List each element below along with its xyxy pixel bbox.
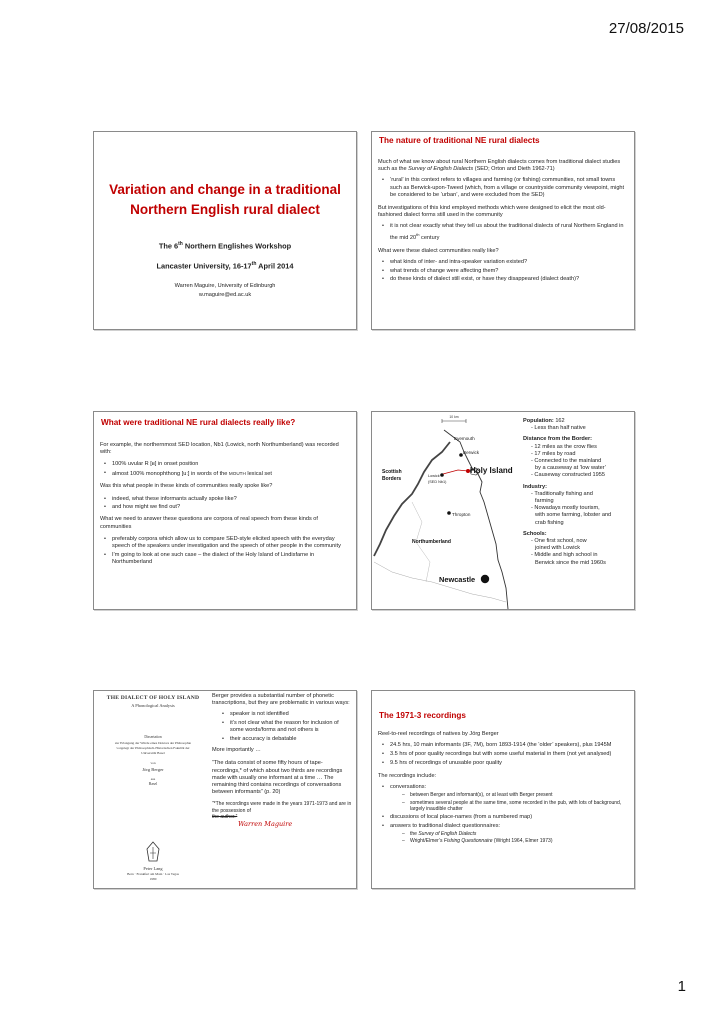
publisher-logo-icon <box>145 841 161 863</box>
slide-title <box>93 131 357 330</box>
slide-body <box>212 693 352 828</box>
list-item: - One first school, now <box>531 538 587 545</box>
footnote: “*The recordings were made in the years 1971-1973 and are in the possession of <box>212 801 352 814</box>
list-item: • speaker is not identified <box>230 711 352 718</box>
region-map <box>372 412 522 609</box>
town-dot-thropton <box>447 511 451 515</box>
bullet-list <box>100 536 348 566</box>
list-item: • it’s not clear what the reason for inclusion of some words/forms and not others is <box>230 720 352 734</box>
author-email[interactable]: w.maguire@ed.ac.uk <box>198 292 252 298</box>
cover-publisher: Peter Lang <box>143 866 163 871</box>
city-label-newcastle: Newcastle <box>439 575 476 584</box>
bullet-list <box>100 461 348 478</box>
city-dot-newcastle <box>481 575 489 583</box>
scale-label: 10 km <box>449 415 459 419</box>
book-cover-image: THE DIALECT OF HOLY ISLAND A Phonological Analysis Dissertation zur Erlangung der Würde eines Doktors der Philosophie vorgelegt der Philosophisch-Historischen Fakultät der Universität Basel von Jörg Berger aus Basel Peter Lang Bern · Frankfurt am Main · Las Vegas 1980 <box>94 691 212 888</box>
paragraph: What we need to answer these questions are corpora of real speech from these kinds of communities <box>100 516 318 530</box>
list-item: - Connected to the mainland <box>531 458 602 465</box>
slide-body <box>100 442 348 568</box>
cover-author: Jörg Berger <box>142 767 164 772</box>
slide-heading: The 1971-3 recordings <box>379 711 466 720</box>
paragraph: Was this what people in these kinds of communities really spoke like? <box>100 483 273 490</box>
bullet-list <box>378 784 626 845</box>
list-item: • preferably corpora which allow us to compare SED-style elicited speech with the everyday speech of the speakers under investigation and the speech of other people in the community <box>112 536 348 550</box>
list-item: – Wright/Elmer’s Fishing Questionnaire (Wright 1964, Elmer 1973) <box>410 838 626 844</box>
slide-recordings <box>371 690 635 889</box>
list-item: • answers to traditional dialect questionnaires: – the Survey of English Dialects – Wright/Elmer’s Fishing Questionnaire (Wright 1964, Elmer 1973) <box>390 823 626 845</box>
list-item: • I’m going to look at one such case – the dialect of the Holy Island of Lindisfarne in Northumberland <box>112 552 348 566</box>
list-item: – sometimes several people at the same time, some recorded in the pub, with lots of background, largely inaudible chatter <box>410 800 626 813</box>
list-item: - Causeway constructed 1955 <box>531 472 606 479</box>
list-item: • 9.5 hrs of recordings of unusable poor quality <box>390 760 626 767</box>
slide-heading: What were traditional NE rural dialects really like? <box>101 418 296 427</box>
list-item: • 100% uvular R [ʁ] in onset position <box>112 461 348 468</box>
bullet-list <box>378 177 626 199</box>
list-item: • almost 100% monophthong [uː] in words of the MOUTH lexical set <box>112 470 348 478</box>
bullet-list <box>218 711 352 743</box>
paragraph: But investigations of this kind employed methods which were designed to elicit the most old-fashioned dialect forms still used in the community <box>378 205 606 219</box>
region-label-scottish: Scottish <box>382 469 402 475</box>
cover-title: THE DIALECT OF HOLY ISLAND <box>106 695 200 701</box>
bullet-list <box>378 223 626 241</box>
slide-heading: The nature of traditional NE rural dialects <box>379 136 540 145</box>
town-label-lowick: Lowick <box>428 474 440 478</box>
list-item: • discussions of local place-names (from a numbered map) <box>390 814 626 821</box>
list-item: farming <box>535 498 554 505</box>
distance-heading: Distance from the Border: <box>523 436 593 443</box>
sub-list <box>390 792 626 812</box>
list-item: • do these kinds of dialect still exist, or have they disappeared (dialect death)? <box>390 276 626 283</box>
paragraph: The recordings include: <box>378 772 437 779</box>
slide-berger-dissertation <box>93 690 357 889</box>
cover-subtitle: A Phonological Analysis <box>131 703 175 708</box>
list-item: • and how might we find out? <box>112 504 348 511</box>
paragraph: More importantly … <box>212 747 261 754</box>
region-label-northumberland: Northumberland <box>412 539 451 545</box>
bullet-list <box>378 742 626 767</box>
list-item: - 17 miles by road <box>531 450 576 457</box>
bullet-list <box>100 496 348 512</box>
workshop-name: The 6th Northern Englishes Workshop <box>158 241 292 251</box>
industry-heading: Industry: <box>523 483 547 490</box>
paragraph: Reel-to-reel recordings of natives by Jörg Berger <box>378 731 499 737</box>
list-item: • 24.5 hrs, 10 main informants (3F, 7M), born 1893-1914 (the ‘older’ speakers), plus 1945M <box>390 742 626 749</box>
route-line <box>443 470 468 474</box>
paragraph: Berger provides a substantial number of phonetic transcriptions, but they are problematic in various ways: <box>212 693 350 707</box>
workshop-venue: Lancaster University, 16-17th April 2014 <box>156 261 294 271</box>
list-item: • it is not clear exactly what they tell us about the traditional dialects of rural Northern England in the mid 20th century <box>390 223 626 241</box>
population: Population: 162 <box>523 418 565 424</box>
town-label-sed: (SED Nb1) <box>428 480 447 484</box>
page-date: 27/08/2015 <box>608 20 684 37</box>
slide-body <box>378 159 626 285</box>
footnote: the author.” <box>212 814 238 821</box>
list-item: joined with Lowick <box>535 545 581 552</box>
handwritten-signature: Warren Maguire <box>238 819 293 828</box>
paragraph: For example, the northernmost SED location, Nb1 (Lowick, north Northumberland) was recorded with: <box>100 442 339 456</box>
presentation-title: Variation and change in a traditional Northern English rural dialect <box>109 182 341 217</box>
place-label-holy-island: Holy Island <box>470 466 513 475</box>
town-label-thropton: Thropton <box>452 512 471 517</box>
list-item: with some farming, lobster and <box>535 512 612 519</box>
schools-heading: Schools: <box>523 530 547 537</box>
list-item: - 12 miles as the crow flies <box>531 443 597 450</box>
list-item: crab fishing <box>535 519 564 526</box>
quote: “The data consist of some fifty hours of tape-recordings,* of which about two thirds are recordings made with usually one informant at a time … The remaining third contains recordings of conversations between informants” (p. 20) <box>212 760 343 796</box>
region-label-borders: Borders <box>382 476 402 482</box>
slide-body <box>378 731 626 846</box>
list-item: by a causeway at ‘low water’ <box>535 465 607 472</box>
bullet-list <box>378 259 626 284</box>
list-item: • conversations: – between Berger and informant(s), or at least with Berger present – sometimes several people at the same time, some recorded in the pub, with lots of background, largely inaudible chatter <box>390 784 626 812</box>
sub-list <box>390 831 626 845</box>
slide-what-were-dialects-like <box>93 411 357 610</box>
list-item: • ‘rural’ in this context refers to villages and farming (or fishing) communities, not small towns such as Berwick-upon-Tweed (which, from a village or countryside community viewpoint, might be considered to be ‘urban’, and were excluded from the SED) <box>390 177 626 199</box>
town-label-berwick: Berwick <box>463 450 480 455</box>
list-item: - Traditionally fishing and <box>531 490 593 497</box>
list-item: - Middle and high school in <box>531 552 598 559</box>
workshop-info <box>104 236 346 275</box>
list-item: • 3.5 hrs of poor quality recordings but with some useful material in them (not yet analysed) <box>390 751 626 758</box>
list-item: • indeed, what these informants actually spoke like? <box>112 496 348 503</box>
list-item: Berwick since the mid 1960s <box>535 559 606 566</box>
town-label-eyemouth: Eyemouth <box>454 436 475 441</box>
list-item: – the Survey of English Dialects <box>410 831 626 837</box>
list-item: – between Berger and informant(s), or at least with Berger present <box>410 792 626 798</box>
paragraph: Much of what we know about rural Northern English dialects comes from traditional dialect studies such as the Survey of English Dialects (SED; Orton and Dieth 1962-71) <box>378 159 621 173</box>
slide-holy-island-map <box>371 411 635 610</box>
island-facts: Population: 162 - Less than half native Distance from the Border: - 12 miles as the crow flies - 17 miles by road - Connected to the mainland by a causeway at ‘low water’ - Causeway constructed 1955 Industry: - Traditionally fishing and farming - Nowadays mostly tourism, with some farming, lobster and crab fishing Schools: - One first school, now joined with Lowick - Middle and high school in Berwick since the mid 1960s <box>523 418 631 567</box>
author-name: Warren Maguire, University of Edinburgh <box>174 283 276 289</box>
list-item: - Nowadays mostly tourism, <box>531 505 600 512</box>
list-item: • what kinds of inter- and intra-speaker variation existed? <box>390 259 626 266</box>
author-info <box>104 282 346 300</box>
paragraph: What were these dialect communities really like? <box>378 247 499 254</box>
slide-nature-of-dialects <box>371 131 635 330</box>
list-item: • their accuracy is debatable <box>230 736 352 743</box>
page-number: 1 <box>677 978 686 995</box>
list-item: • what trends of change were affecting them? <box>390 268 626 275</box>
